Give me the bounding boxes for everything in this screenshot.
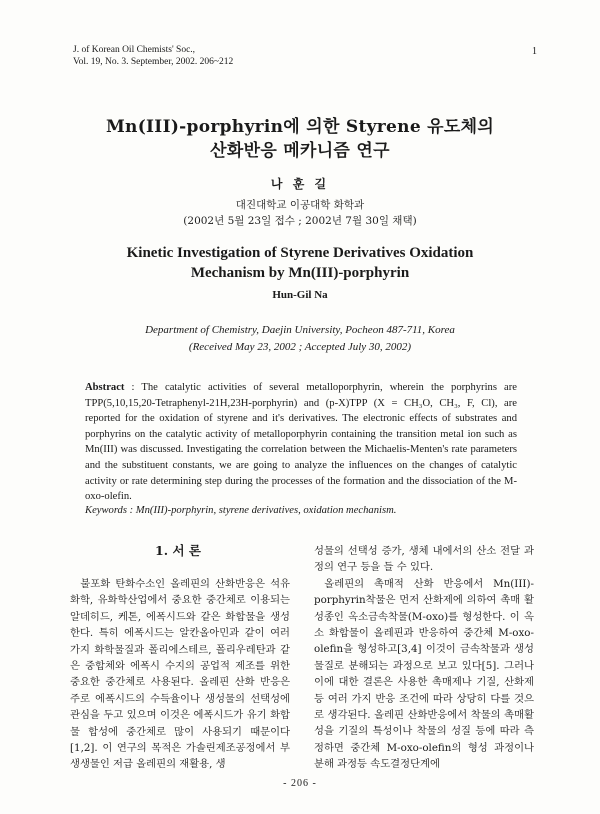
korean-dates: (2002년 5월 23일 접수 ; 2002년 7월 30일 채택) xyxy=(183,215,417,227)
keywords: Keywords : Mn(III)-porphyrin, styrene derivatives, oxidation mechanism. xyxy=(85,505,397,516)
journal-line-1: J. of Korean Oil Chemists' Soc., xyxy=(73,45,196,55)
abstract-label: Abstract xyxy=(85,382,125,393)
right-column xyxy=(314,543,534,773)
page-number-top: 1 xyxy=(532,46,537,57)
section-heading: 1. 서 론 xyxy=(155,543,201,558)
korean-title-line-1: Mn(III)-porphyrin에 의한 Styrene 유도체의 xyxy=(105,117,495,137)
english-title-line-2: Mechanism by Mn(III)-porphyrin xyxy=(190,265,410,281)
korean-affiliation: 대진대학교 이공대학 화학과 xyxy=(235,199,365,211)
journal-line-2: Vol. 19, No. 3. September, 2002. 206~212 xyxy=(73,57,234,67)
korean-author: 나 훈 길 xyxy=(270,177,330,191)
english-author: Hun-Gil Na xyxy=(272,289,328,301)
left-column xyxy=(70,576,290,773)
left-paragraph: 불포화 탄화수소인 올레핀의 산화반응은 석유화학, 유화학산업에서 중요한 중간체로 이용되는 알데히드, 케톤, 에폭시드와 같은 화합물을 생성한다. 특히 에폭시드는 알칸올아민과 같이 여러 가지 화학물질과 폴리에스테르, 폴리우레탄과 같은 중합체와 에폭시 수지의 공업적 제조를 위한 중요한 중간체로 사용된다. 올레핀 산화 반응은 주로 에폭시드의 수득율이나 생성물의 선택성에 관심을 두고 있으며 이것은 에폭시드가 유기 화합물 합성에 중간체로 많이 사용되기 때문이다[1,2]. 이 연구의 목적은 가솔린제조공정에서 부생생물인 저급 올레핀의 재활용, 생 xyxy=(70,578,290,771)
korean-affiliation-block xyxy=(0,197,600,229)
english-affiliation-block xyxy=(0,322,600,356)
english-title xyxy=(0,243,600,283)
korean-title xyxy=(0,115,600,163)
english-affiliation: Department of Chemistry, Daejin University, Pocheon 487-711, Korea xyxy=(145,324,455,336)
english-title-line-1: Kinetic Investigation of Styrene Derivatives Oxidation xyxy=(126,245,474,261)
abstract xyxy=(85,380,517,505)
right-paragraph-2: 올레핀의 촉매적 산화 반응에서 Mn(III)-porphyrin착물은 먼저 산화제에 의하여 촉매 활성종인 옥소금속착물(M-oxo)를 형성한다. 이 옥소 화합물이 올레핀과 반응하여 중간체 M-oxo-olefin을 형성하고[3,4] 이것이 금속착물과 생성물질로 분해되는 과정으로 보고 있다[5]. 그러나 이에 대한 결론은 사용한 촉매제나 기질, 산화제 등 여러 가지 반응 조건에 따라 상당히 다를 것으로 생각된다. 올레핀 산화반응에서 착물의 촉매활성을 기질의 특성이나 착물의 성질 등에 따라 측정하면 중간체 M-oxo-olefin의 형성 과정이나 분해 과정등 속도결정단계에 xyxy=(314,577,534,771)
english-dates: (Received May 23, 2002 ; Accepted July 30, 2002) xyxy=(188,341,412,353)
korean-title-line-2: 산화반응 메카니즘 연구 xyxy=(210,141,390,161)
page-footer: - 206 - xyxy=(283,778,317,789)
abstract-text: : The catalytic activities of several metalloporphyrin, wherein the porphyrins are TPP(5,10,15,20-Tetraphenyl-21H,23H-porphyrin) and (p-X)TPP (X = CH₃O, CH₃, F, Cl), are reported for the oxidation of styrene and it's derivatives. The electronic effects of substrates and porphyrins on the catalytic activity of metalloporphyrin containing the transition metal ion such as Mn(III) was discussed. Investigating the correlation between the Michaelis-Menten's rate parameters and the substituent constants, we are going to analyze the influences on the changes of catalytic activity or rate determining step during the processes of the formation and the dissociation of the M-oxo-olefin. xyxy=(85,382,517,503)
journal-citation xyxy=(73,44,233,68)
right-paragraph-1: 성물의 선택성 증가, 생체 내에서의 산소 전달 과정의 연구 등을 들 수 있다. xyxy=(314,545,534,574)
